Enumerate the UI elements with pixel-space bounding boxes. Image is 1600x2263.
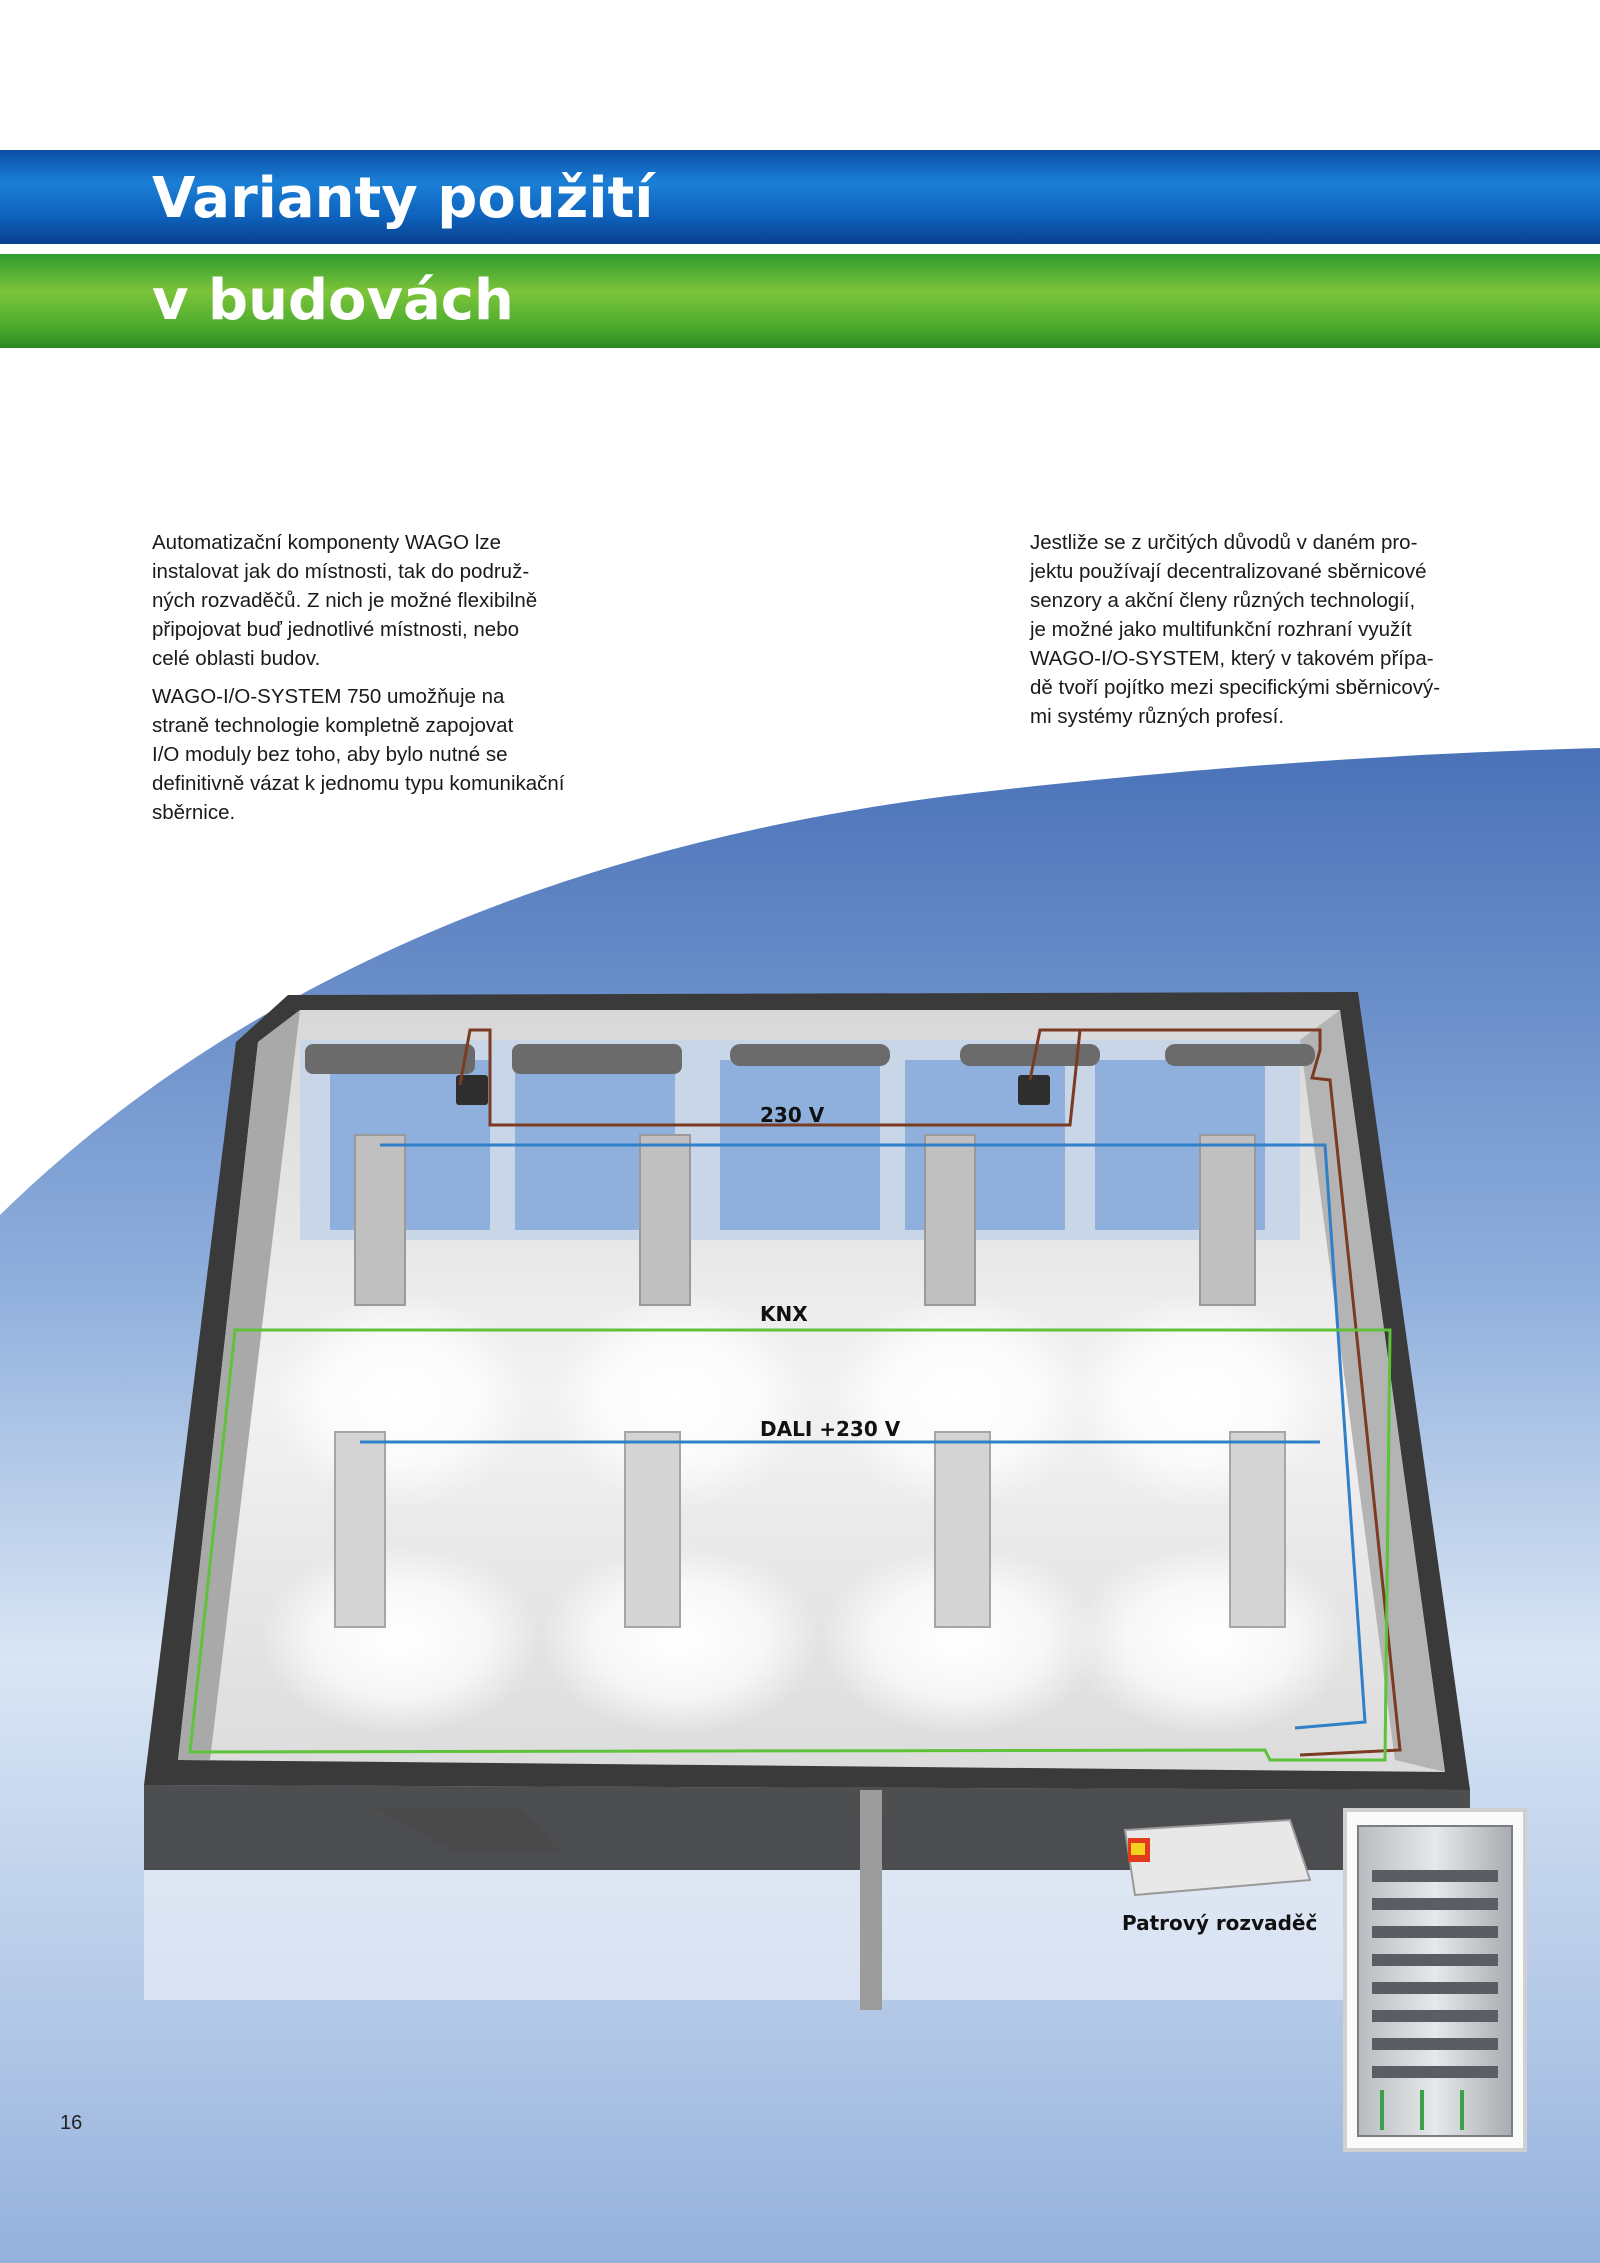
text-line: WAGO-I/O-SYSTEM, který v takovém přípa- — [1030, 647, 1434, 670]
text-line: je možné jako multifunkční rozhraní využít — [1030, 618, 1412, 641]
page-title-line1: Varianty použití — [152, 166, 654, 231]
distribution-cabinet — [1345, 1810, 1525, 2150]
text-column-left — [152, 528, 592, 836]
text-line: Jestliže se z určitých důvodů v daném pro- — [1030, 531, 1418, 554]
text-line: mi systémy různých profesí. — [1030, 705, 1285, 728]
text-line: straně technologie kompletně zapojovat — [152, 714, 514, 737]
text-line: ných rozvaděčů. Z nich je možné flexibilně — [152, 589, 538, 612]
paragraph — [152, 682, 592, 827]
page-title-line2: v budovách — [152, 268, 514, 333]
text-line: I/O moduly bez toho, aby bylo nutné se — [152, 743, 508, 766]
text-line: jektu používají decentralizované sběrnicové — [1030, 560, 1427, 583]
text-line: definitivně vázat k jednomu typu komunikační — [152, 772, 565, 795]
text-line: sběrnice. — [152, 801, 236, 824]
text-column-right — [1030, 528, 1510, 740]
text-line: celé oblasti budov. — [152, 647, 321, 670]
door-frame — [860, 1790, 882, 2010]
label-knx: KNX — [760, 1302, 808, 1326]
text-line: instalovat jak do místnosti, tak do podruž- — [152, 560, 530, 583]
text-line: senzory a akční členy různých technologií, — [1030, 589, 1416, 612]
paragraph — [1030, 528, 1510, 731]
text-line: WAGO-I/O-SYSTEM 750 umožňuje na — [152, 685, 505, 708]
text-line: dě tvoří pojítko mezi specifickými sběrnicový- — [1030, 676, 1441, 699]
text-line: připojovat buď jednotlivé místnosti, nebo — [152, 618, 520, 641]
paragraph — [152, 528, 592, 673]
front-wall-lower — [144, 1870, 1470, 2000]
label-dali: DALI +230 V — [760, 1417, 901, 1441]
label-power: 230 V — [760, 1103, 825, 1127]
label-cabinet: Patrový rozvaděč — [1122, 1911, 1318, 1935]
text-line: Automatizační komponenty WAGO lze — [152, 531, 502, 554]
page-number: 16 — [60, 2112, 83, 2134]
